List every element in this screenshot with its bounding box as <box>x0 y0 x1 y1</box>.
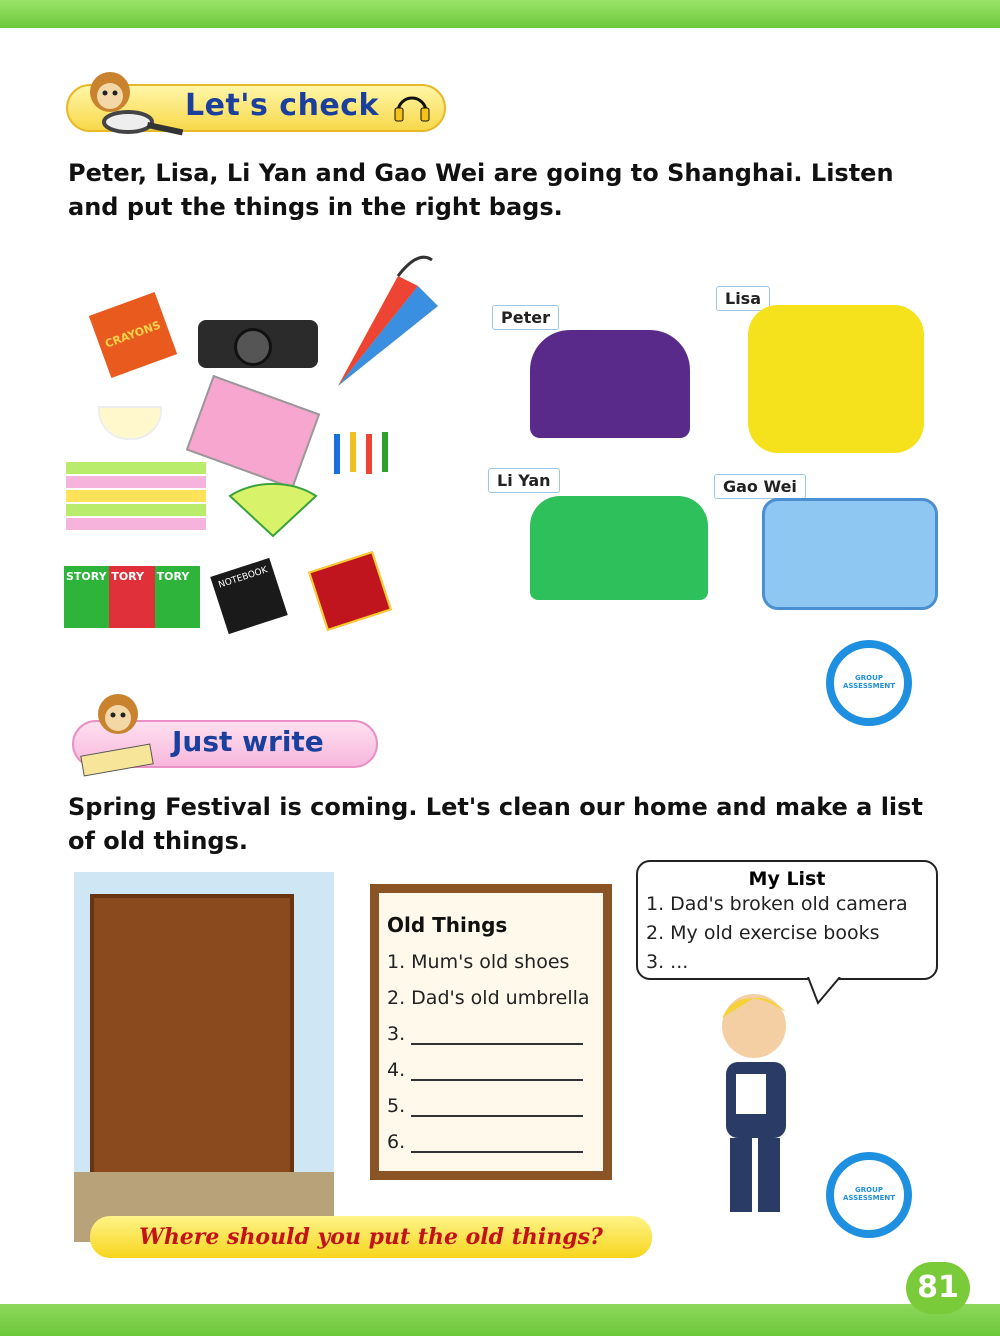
answer-blank-5[interactable] <box>411 1097 583 1117</box>
old-things-item-3: 3. <box>387 1023 406 1045</box>
exercise-books-stack <box>66 460 206 540</box>
fan-item <box>228 480 318 540</box>
page-number: 81 <box>906 1262 970 1314</box>
answer-blank-6[interactable] <box>411 1133 583 1153</box>
old-things-item-2: 2. Dad's old umbrella <box>387 987 590 1009</box>
bag-li-yan <box>530 496 708 600</box>
markers-item <box>330 428 400 478</box>
old-things-list <box>370 884 612 1180</box>
headphones-icon <box>392 86 432 124</box>
bottom-border <box>0 1304 1000 1336</box>
bubble-tail <box>806 977 846 1005</box>
bag-gao-wei <box>762 498 938 610</box>
top-border <box>0 0 1000 28</box>
question-text: Where should you put the old things? <box>139 1224 603 1250</box>
monkey-writing-icon <box>72 686 164 778</box>
umbrella-item <box>328 246 448 396</box>
my-list-item-2: 2. My old exercise books <box>646 922 880 944</box>
bag-label-peter: Peter <box>492 305 559 330</box>
bag-peter <box>530 330 690 438</box>
question-banner <box>90 1216 652 1258</box>
story-book-1: STORY <box>64 566 109 628</box>
bag-label-gao-wei: Gao Wei <box>714 474 806 499</box>
group-assessment-stamp <box>826 640 912 726</box>
answer-blank-3[interactable] <box>411 1025 583 1045</box>
dictionary-item <box>308 551 392 631</box>
section2-instruction: Spring Festival is coming. Let's clean our home and make a list of old things. <box>68 793 923 855</box>
my-list-item-1: 1. Dad's broken old camera <box>646 893 908 915</box>
bag-label-li-yan: Li Yan <box>488 468 560 493</box>
old-things-item-4: 4. <box>387 1059 406 1081</box>
my-list-title: My List <box>748 868 826 890</box>
story-book-2: TORY <box>109 566 154 628</box>
boy-reading-illustration <box>700 982 810 1232</box>
section-title-lets-check: Let's check <box>185 88 380 123</box>
stamp-text: GROUP ASSESSMENT <box>842 674 896 690</box>
old-things-item-6: 6. <box>387 1131 406 1153</box>
group-assessment-stamp-2 <box>826 1152 912 1238</box>
bag-label-lisa: Lisa <box>716 286 770 311</box>
room-illustration <box>74 872 334 1242</box>
monkey-magnifier-icon <box>68 60 188 140</box>
section-title-just-write: Just write <box>172 725 324 758</box>
story-books <box>64 566 200 628</box>
answer-blank-4[interactable] <box>411 1061 583 1081</box>
old-things-item-1: 1. Mum's old shoes <box>387 951 570 973</box>
cup-item <box>98 406 162 440</box>
crayons-label: CRAYONS <box>103 318 163 351</box>
bag-lisa <box>748 305 924 453</box>
crayons-box <box>89 292 177 378</box>
camera-item <box>198 320 318 368</box>
stamp-text-2: GROUP ASSESSMENT <box>842 1186 896 1202</box>
old-things-title: Old Things <box>387 913 508 937</box>
my-list-item-3: 3. ... <box>646 951 689 973</box>
story-book-3: TORY <box>155 566 200 628</box>
old-things-item-5: 5. <box>387 1095 406 1117</box>
notebook-item: NOTEBOOK <box>210 558 288 634</box>
my-list-bubble <box>636 860 938 980</box>
section1-instruction: Peter, Lisa, Li Yan and Gao Wei are going to Shanghai. Listen and put the things in the right bags. <box>68 159 894 221</box>
